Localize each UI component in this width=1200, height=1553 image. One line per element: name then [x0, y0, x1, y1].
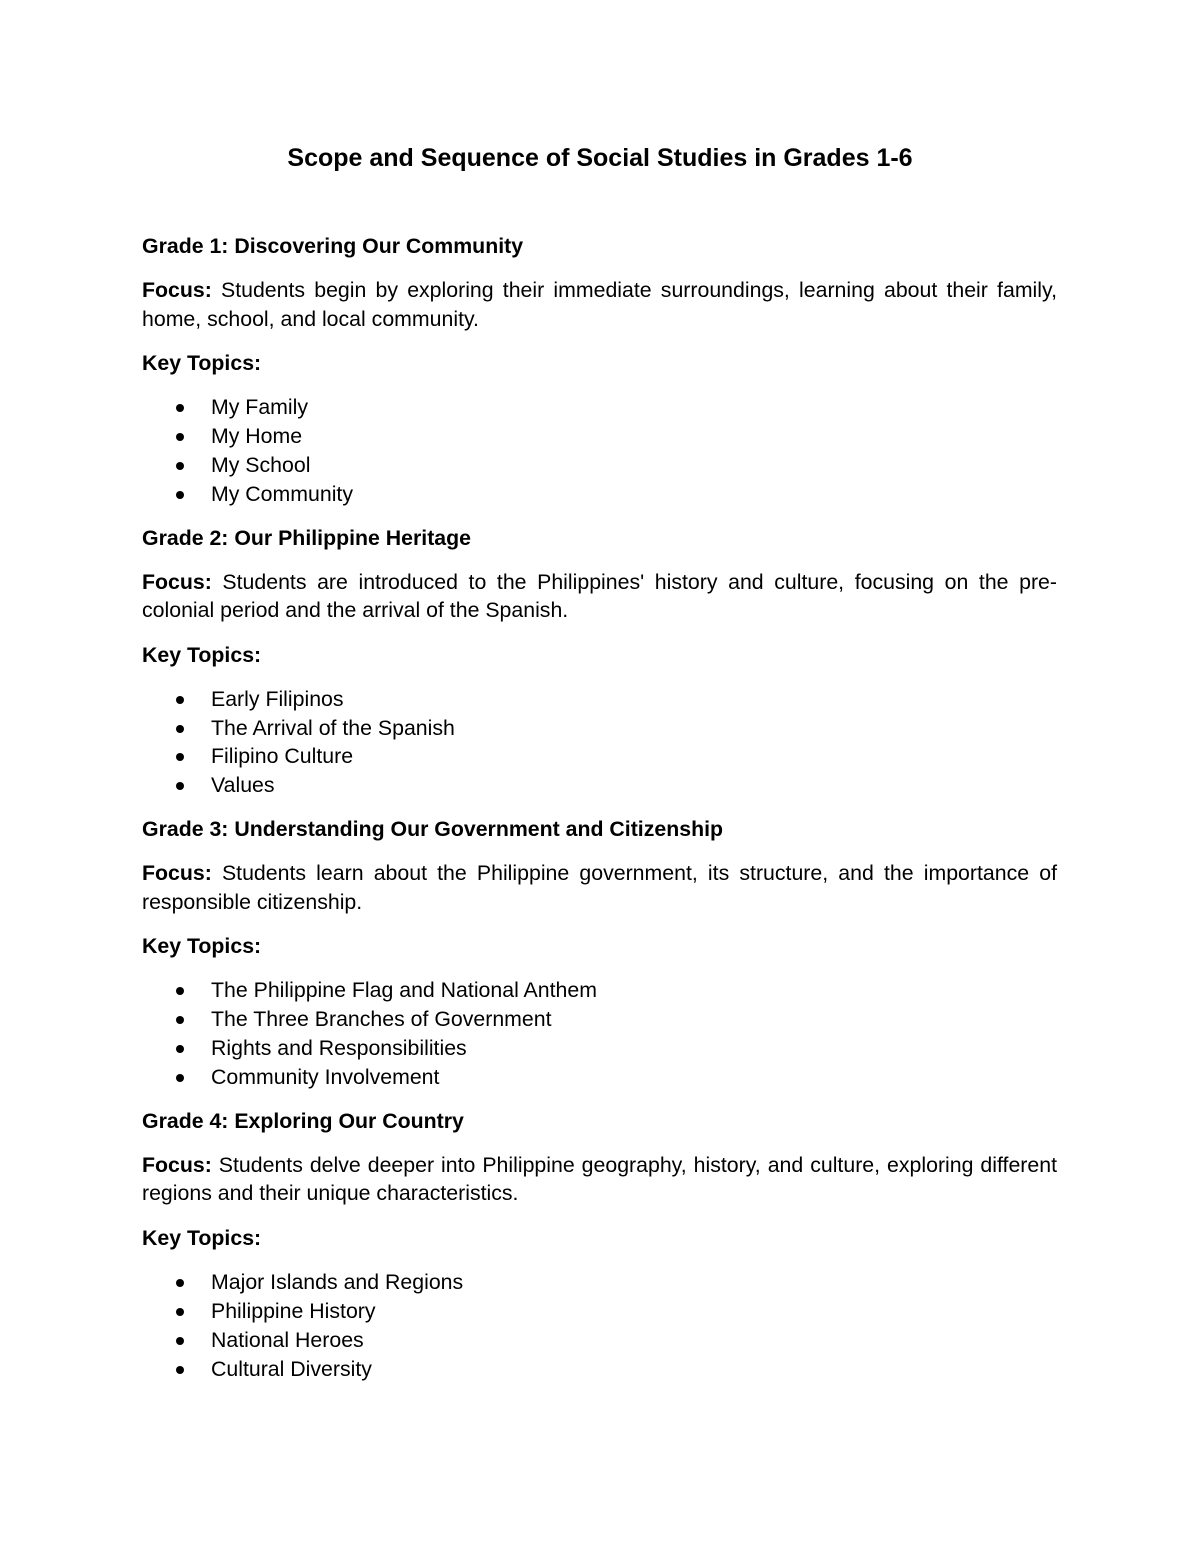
list-item-text: The Philippine Flag and National Anthem [211, 978, 597, 1003]
bullet-icon [176, 462, 184, 470]
list-item [142, 771, 1057, 800]
list-item [142, 1326, 1057, 1355]
list-item [142, 1005, 1057, 1034]
key-topics-label: Key Topics: [142, 351, 262, 375]
focus-text: Students are introduced to the Philippines' history and culture, focusing on the pre-colonial period and the arrival of the Spanish. [142, 569, 1057, 623]
list-item-text: My Home [211, 423, 303, 448]
key-topics-list [142, 1268, 1057, 1384]
bullet-icon [176, 404, 184, 412]
bullet-icon [176, 1366, 184, 1374]
section-heading: Grade 3: Understanding Our Government and Citizenship [142, 817, 724, 842]
focus-text: Students begin by exploring their immediate surroundings, learning about their family, home, school, and local community. [142, 278, 1058, 331]
list-item [142, 685, 1057, 714]
list-item [142, 393, 1057, 422]
bullet-icon [176, 696, 184, 704]
focus-text: Students delve deeper into Philippine geography, history, and culture, exploring different regions and their unique characteristics. [142, 1152, 1057, 1206]
list-item-text: The Arrival of the Spanish [211, 715, 455, 740]
focus-paragraph [142, 859, 1057, 916]
bullet-icon [176, 987, 184, 995]
document-body [142, 231, 1057, 1398]
bullet-icon [176, 782, 184, 790]
list-item [142, 1034, 1057, 1063]
list-item-text: My School [211, 452, 311, 477]
list-item [142, 1268, 1057, 1297]
key-topics-list [142, 685, 1057, 801]
bullet-icon [176, 433, 184, 441]
list-item-text: Rights and Responsibilities [211, 1036, 467, 1061]
list-item-text: Major Islands and Regions [211, 1269, 464, 1294]
list-item [142, 976, 1057, 1005]
focus-label: Focus: [142, 861, 212, 886]
list-item [142, 1297, 1057, 1326]
list-item-text: Cultural Diversity [211, 1356, 372, 1381]
list-item-text: National Heroes [211, 1327, 364, 1352]
bullet-icon [176, 491, 184, 499]
list-item [142, 451, 1057, 480]
section-heading: Grade 1: Discovering Our Community [142, 234, 524, 258]
grade-2-section [142, 523, 1057, 801]
focus-paragraph [142, 568, 1057, 625]
bullet-icon [176, 1045, 184, 1053]
key-topics-list [142, 976, 1057, 1092]
list-item [142, 1063, 1057, 1092]
list-item-text: Philippine History [211, 1298, 376, 1323]
bullet-icon [176, 725, 184, 733]
section-heading: Grade 2: Our Philippine Heritage [142, 525, 471, 550]
list-item [142, 1355, 1057, 1384]
list-item [142, 422, 1057, 451]
focus-label: Focus: [142, 569, 212, 594]
key-topics-list [142, 393, 1057, 509]
grade-1-section [142, 231, 1057, 509]
focus-label: Focus: [142, 278, 212, 302]
list-item-text: The Three Branches of Government [211, 1007, 552, 1032]
bullet-icon [176, 1337, 184, 1345]
bullet-icon [176, 1279, 184, 1287]
list-item-text: My Family [211, 395, 309, 419]
list-item-text: Community Involvement [211, 1064, 440, 1089]
document-title: Scope and Sequence of Social Studies in Grades 1-6 [287, 144, 913, 172]
grade-3-section [142, 814, 1057, 1092]
focus-paragraph [142, 1151, 1057, 1208]
list-item-text: Early Filipinos [211, 686, 344, 711]
section-heading: Grade 4: Exploring Our Country [142, 1108, 464, 1133]
list-item [142, 714, 1057, 743]
key-topics-label: Key Topics: [142, 642, 262, 667]
list-item-text: Filipino Culture [211, 744, 354, 769]
list-item-text: My Community [211, 481, 353, 506]
grade-4-section [142, 1106, 1057, 1384]
bullet-icon [176, 1074, 184, 1082]
key-topics-label: Key Topics: [142, 1225, 262, 1250]
focus-paragraph [142, 276, 1057, 333]
focus-text: Students learn about the Philippine government, its structure, and the importance of responsible citizenship. [142, 861, 1057, 914]
list-item [142, 480, 1057, 509]
list-item [142, 742, 1057, 771]
key-topics-label: Key Topics: [142, 934, 262, 959]
bullet-icon [176, 1308, 184, 1316]
bullet-icon [176, 753, 184, 761]
list-item-text: Values [211, 773, 275, 798]
focus-label: Focus: [142, 1152, 212, 1177]
bullet-icon [176, 1016, 184, 1024]
